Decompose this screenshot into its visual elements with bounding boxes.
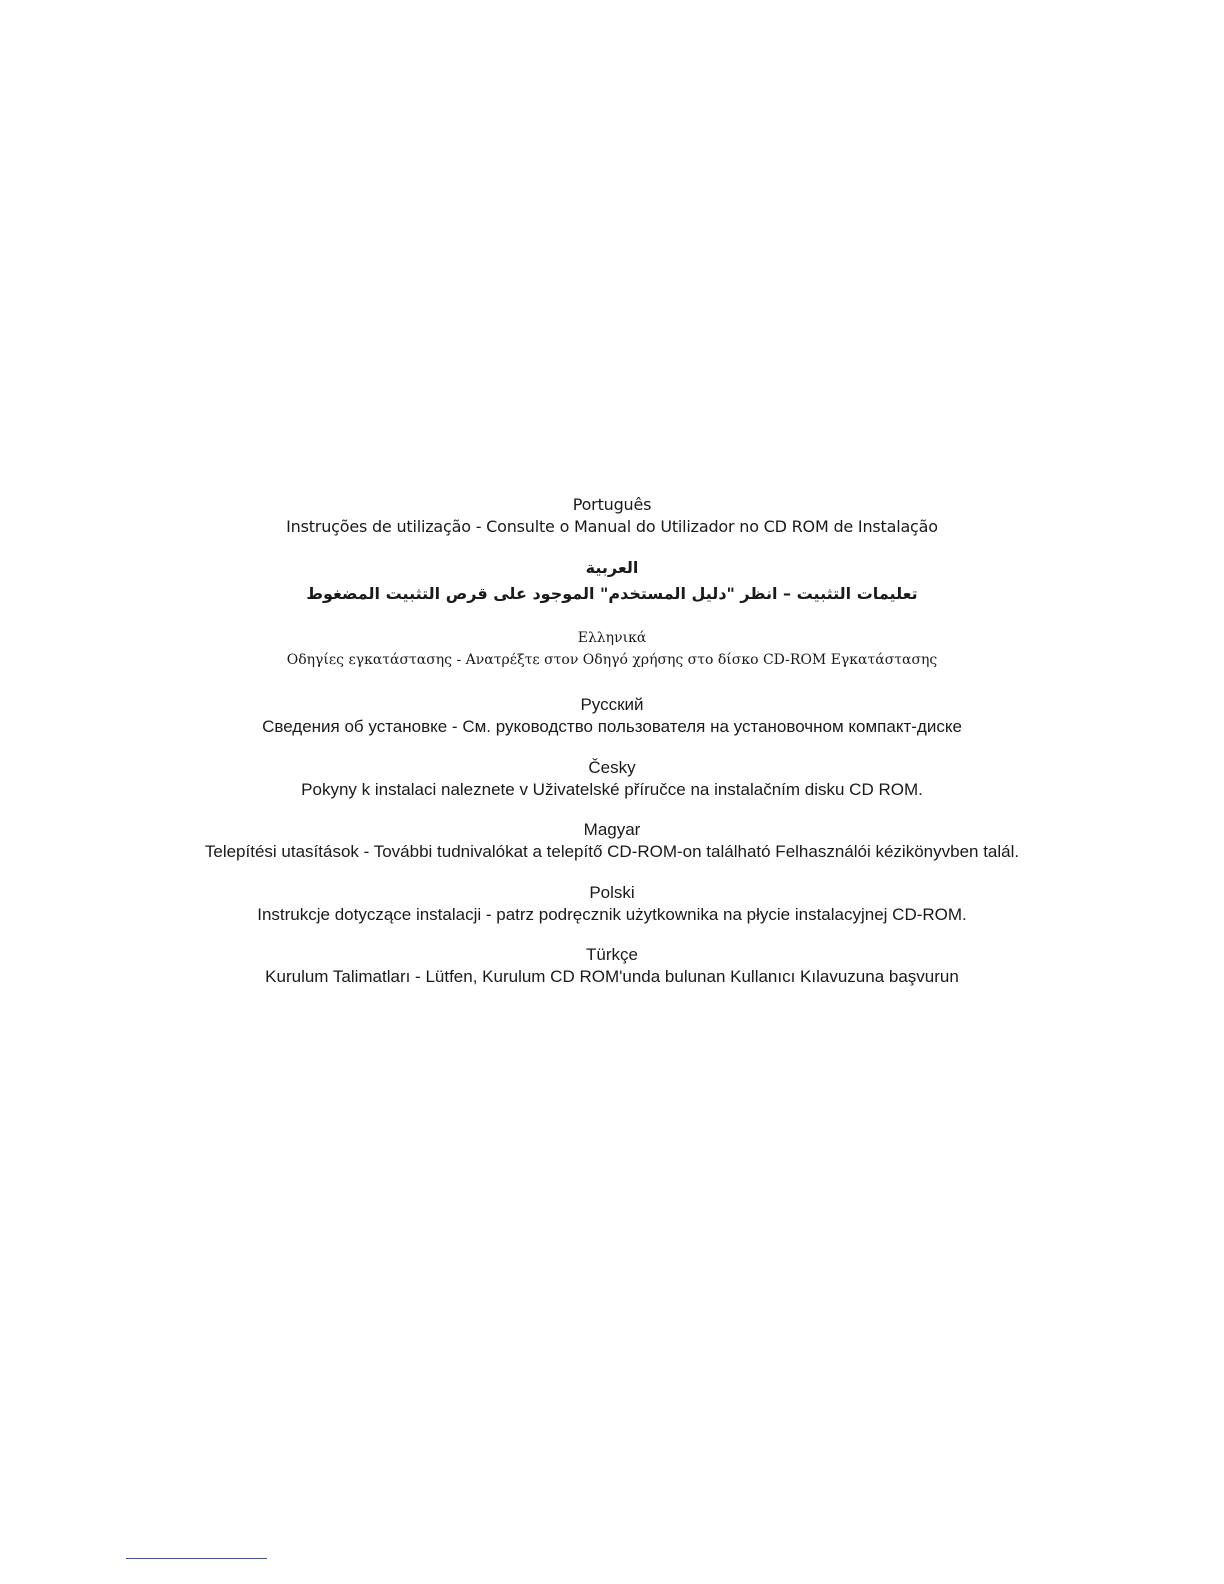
language-name-hungarian: Magyar (583, 820, 641, 839)
language-block-greek (0, 627, 1224, 671)
language-name-russian: Русский (580, 695, 644, 714)
instruction-text-portuguese: Instruções de utilização - Consulte o Manual do Utilizador no CD ROM de Instalação (286, 517, 938, 536)
language-name-arabic: العربية (585, 558, 639, 577)
language-block-czech (0, 757, 1224, 801)
language-block-portuguese (0, 494, 1224, 538)
language-name-turkish: Türkçe (586, 945, 638, 964)
instruction-text-turkish: Kurulum Talimatları - Lütfen, Kurulum CD ROM'unda bulunan Kullanıcı Kılavuzuna başvurun (265, 967, 959, 986)
language-name-greek: Ελληνικά (577, 630, 647, 646)
language-name-polish: Polski (589, 883, 635, 902)
language-block-russian (0, 694, 1224, 738)
language-block-arabic (0, 557, 1224, 605)
language-name-portuguese: Português (572, 495, 652, 514)
instruction-text-hungarian: Telepítési utasítások - További tudnivalókat a telepítő CD-ROM-on található Felhasználói kézikönyvben talál. (204, 842, 1020, 861)
instruction-text-arabic: تعليمات التثبيت – انظر "دليل المستخدم" الموجود على قرص التثبيت المضغوط (306, 584, 918, 603)
instruction-text-czech: Pokyny k instalaci naleznete v Uživatelské příručce na instalačním disku CD ROM. (301, 780, 923, 799)
instruction-text-greek: Οδηγίες εγκατάστασης - Ανατρέξτε στον Οδηγό χρήσης στο δίσκο CD-ROM Εγκατάστασης (286, 652, 938, 668)
instruction-text-russian: Сведения об установке - См. руководство пользователя на установочном компакт-диске (262, 717, 962, 736)
footnote-rule (126, 1558, 267, 1559)
language-name-czech: Česky (588, 758, 636, 777)
language-block-hungarian (0, 819, 1224, 863)
instruction-text-polish: Instrukcje dotyczące instalacji - patrz podręcznik użytkownika na płycie instalacyjnej CD-ROM. (257, 905, 967, 924)
language-block-polish (0, 882, 1224, 926)
language-block-turkish (0, 944, 1224, 988)
